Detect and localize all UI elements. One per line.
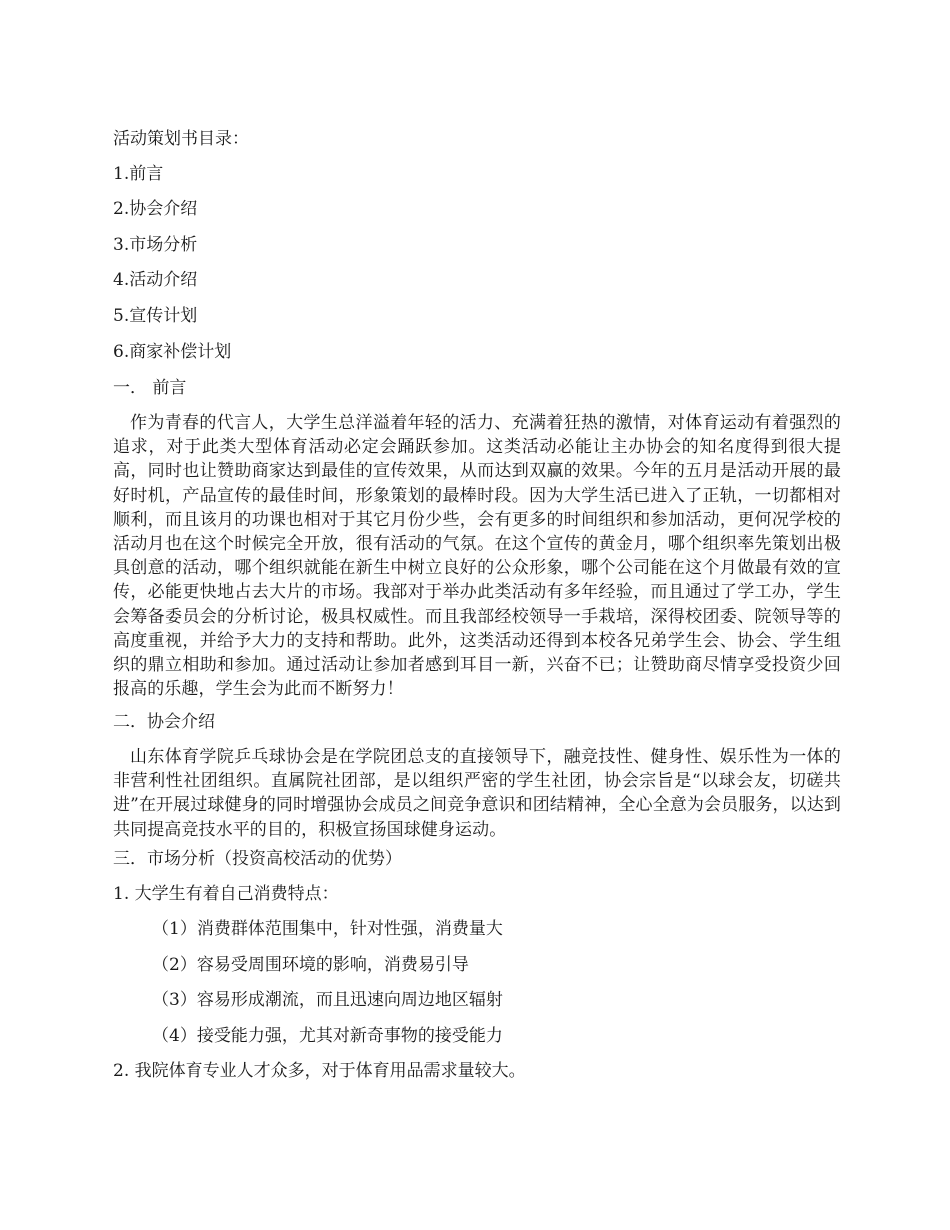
toc-item-compensation: 6.商家补偿计划 (113, 342, 232, 362)
section-2-heading: 二．协会介绍 (113, 712, 215, 732)
toc-title: 活动策划书目录： (113, 129, 249, 149)
toc-item-market: 3.市场分析 (113, 235, 198, 255)
section-3-subpoint-1: （1）消费群体范围集中，针对性强，消费量大 (152, 919, 503, 939)
section-2-body: 山东体育学院乒乓球协会是在学院团总支的直接领导下，融竞技性、健身性、娱乐性为一体的非营利性社团组织。直属院社团部，是以组织严密的学生社团，协会宗旨是“以球会友，切磋共进”在开展过球健身的同时增强协会成员之间竞争意识和团结精神，全心全意为会员服务，以达到共同提高竞技水平的目的，积极宣扬国球健身运动。 (113, 747, 841, 840)
section-1-body: 作为青春的代言人，大学生总洋溢着年轻的活力、充满着狂热的激情，对体育运动有着强烈的追求，对于此类大型体育活动必定会踊跃参加。这类活动必能让主办协会的知名度得到很大提高，同时也让赞助商家达到最佳的宣传效果，从而达到双赢的效果。今年的五月是活动开展的最好时机，产品宣传的最佳时间，形象策划的最棒时段。因为大学生活已进入了正轨，一切都相对顺利，而且该月的功课也相对于其它月份少些，会有更多的时间组织和参加活动，更何况学校的活动月也在这个时候完全开放，很有活动的气氛。在这个宣传的黄金月，哪个组织率先策划出极具创意的活动，哪个组织就能在新生中树立良好的公众形象，哪个公司能在这个月做最有效的宣传，必能更快地占去大片的市场。我部对于举办此类活动有多年经验，而且通过了学工办，学生会筹备委员会的分析讨论，极具权威性。而且我部经校领导一手栽培，深得校团委、院领导等的高度重视，并给予大力的支持和帮助。此外，这类活动还得到本校各兄弟学生会、协会、学生组织的鼎立相助和参加。通过活动让参加者感到耳目一新，兴奋不已；让赞助商尽情享受投资少回报高的乐趣，学生会为此而不断努力！ (113, 413, 841, 700)
section-1-heading: 一． 前言 (113, 378, 187, 398)
toc-item-association: 2.协会介绍 (113, 199, 198, 219)
section-3-heading: 三．市场分析（投资高校活动的优势） (113, 849, 402, 869)
toc-item-preface: 1.前言 (113, 164, 164, 184)
section-3-point-1: 1. 大学生有着自己消费特点： (113, 884, 339, 904)
section-3-subpoint-2: （2）容易受周围环境的影响，消费易引导 (152, 955, 469, 975)
section-3-point-2: 2. 我院体育专业人才众多，对于体育用品需求量较大。 (113, 1061, 526, 1081)
section-3-subpoint-4: （4）接受能力强，尤其对新奇事物的接受能力 (152, 1026, 503, 1046)
toc-item-activity: 4.活动介绍 (113, 270, 198, 290)
toc-item-promotion: 5.宣传计划 (113, 306, 198, 326)
section-3-subpoint-3: （3）容易形成潮流，而且迅速向周边地区辐射 (152, 990, 503, 1010)
